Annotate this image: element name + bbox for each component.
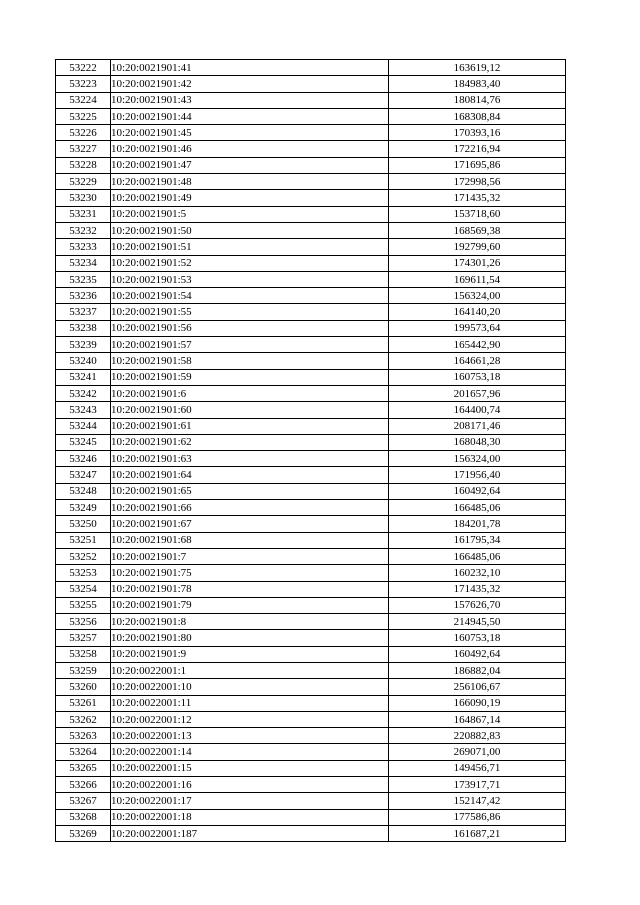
cadastral-value-cell: 256106,67 <box>389 679 566 695</box>
table-row <box>56 467 566 483</box>
cadastral-number-cell: 10:20:0022001:15 <box>111 760 389 776</box>
row-number-cell: 53249 <box>56 500 111 516</box>
table-body <box>56 60 566 842</box>
cadastral-number-cell: 10:20:0022001:18 <box>111 809 389 825</box>
row-number-cell: 53259 <box>56 662 111 678</box>
row-number-cell: 53268 <box>56 809 111 825</box>
row-number-cell: 53242 <box>56 385 111 401</box>
cadastral-number-cell: 10:20:0022001:187 <box>111 825 389 841</box>
cadastral-number-cell: 10:20:0021901:46 <box>111 141 389 157</box>
cadastral-number-cell: 10:20:0021901:54 <box>111 288 389 304</box>
cadastral-number-cell: 10:20:0021901:58 <box>111 353 389 369</box>
row-number-cell: 53263 <box>56 728 111 744</box>
row-number-cell: 53231 <box>56 206 111 222</box>
cadastral-number-cell: 10:20:0021901:59 <box>111 369 389 385</box>
cadastral-value-cell: 186882,04 <box>389 662 566 678</box>
cadastral-number-cell: 10:20:0022001:11 <box>111 695 389 711</box>
cadastral-number-cell: 10:20:0021901:80 <box>111 630 389 646</box>
cadastral-number-cell: 10:20:0021901:43 <box>111 92 389 108</box>
table-row <box>56 793 566 809</box>
row-number-cell: 53243 <box>56 402 111 418</box>
row-number-cell: 53256 <box>56 614 111 630</box>
row-number-cell: 53254 <box>56 581 111 597</box>
table-row <box>56 825 566 841</box>
table-row <box>56 500 566 516</box>
row-number-cell: 53255 <box>56 597 111 613</box>
cadastral-value-cell: 164400,74 <box>389 402 566 418</box>
cadastral-number-cell: 10:20:0021901:44 <box>111 108 389 124</box>
row-number-cell: 53251 <box>56 532 111 548</box>
cadastral-value-cell: 171435,32 <box>389 190 566 206</box>
cadastral-number-cell: 10:20:0021901:75 <box>111 565 389 581</box>
cadastral-number-cell: 10:20:0022001:1 <box>111 662 389 678</box>
table-row <box>56 385 566 401</box>
cadastral-number-cell: 10:20:0021901:60 <box>111 402 389 418</box>
table-row <box>56 614 566 630</box>
cadastral-value-cell: 169611,54 <box>389 271 566 287</box>
row-number-cell: 53226 <box>56 125 111 141</box>
cadastral-number-cell: 10:20:0021901:78 <box>111 581 389 597</box>
cadastral-number-cell: 10:20:0021901:64 <box>111 467 389 483</box>
cadastral-number-cell: 10:20:0021901:47 <box>111 157 389 173</box>
row-number-cell: 53253 <box>56 565 111 581</box>
row-number-cell: 53230 <box>56 190 111 206</box>
row-number-cell: 53264 <box>56 744 111 760</box>
cadastral-number-cell: 10:20:0021901:41 <box>111 60 389 76</box>
cadastral-value-cell: 163619,12 <box>389 60 566 76</box>
cadastral-value-cell: 192799,60 <box>389 239 566 255</box>
cadastral-number-cell: 10:20:0022001:13 <box>111 728 389 744</box>
cadastral-value-cell: 160492,64 <box>389 646 566 662</box>
table-row <box>56 532 566 548</box>
cadastral-number-cell: 10:20:0021901:65 <box>111 483 389 499</box>
row-number-cell: 53248 <box>56 483 111 499</box>
cadastral-number-cell: 10:20:0021901:61 <box>111 418 389 434</box>
cadastral-number-cell: 10:20:0021901:45 <box>111 125 389 141</box>
table-row <box>56 630 566 646</box>
cadastral-value-cell: 152147,42 <box>389 793 566 809</box>
cadastral-number-cell: 10:20:0021901:79 <box>111 597 389 613</box>
cadastral-number-cell: 10:20:0021901:49 <box>111 190 389 206</box>
cadastral-value-cell: 269071,00 <box>389 744 566 760</box>
cadastral-number-cell: 10:20:0022001:17 <box>111 793 389 809</box>
row-number-cell: 53232 <box>56 222 111 238</box>
row-number-cell: 53238 <box>56 320 111 336</box>
row-number-cell: 53240 <box>56 353 111 369</box>
row-number-cell: 53261 <box>56 695 111 711</box>
table-row <box>56 206 566 222</box>
cadastral-value-cell: 220882,83 <box>389 728 566 744</box>
table-row <box>56 695 566 711</box>
cadastral-value-cell: 172216,94 <box>389 141 566 157</box>
cadastral-value-cell: 166485,06 <box>389 548 566 564</box>
cadastral-value-cell: 171956,40 <box>389 467 566 483</box>
cadastral-number-cell: 10:20:0021901:48 <box>111 174 389 190</box>
cadastral-number-cell: 10:20:0021901:7 <box>111 548 389 564</box>
cadastral-number-cell: 10:20:0021901:62 <box>111 434 389 450</box>
cadastral-value-table <box>55 59 566 842</box>
row-number-cell: 53245 <box>56 434 111 450</box>
table-row <box>56 760 566 776</box>
table-row <box>56 418 566 434</box>
table-row <box>56 222 566 238</box>
table-row <box>56 174 566 190</box>
cadastral-value-cell: 160753,18 <box>389 630 566 646</box>
cadastral-value-cell: 153718,60 <box>389 206 566 222</box>
table-row <box>56 451 566 467</box>
table-row <box>56 728 566 744</box>
cadastral-value-cell: 174301,26 <box>389 255 566 271</box>
cadastral-value-cell: 170393,16 <box>389 125 566 141</box>
row-number-cell: 53252 <box>56 548 111 564</box>
row-number-cell: 53262 <box>56 711 111 727</box>
table-row <box>56 304 566 320</box>
row-number-cell: 53244 <box>56 418 111 434</box>
row-number-cell: 53223 <box>56 76 111 92</box>
table-row <box>56 483 566 499</box>
cadastral-number-cell: 10:20:0021901:6 <box>111 385 389 401</box>
cadastral-number-cell: 10:20:0021901:68 <box>111 532 389 548</box>
cadastral-number-cell: 10:20:0022001:16 <box>111 777 389 793</box>
cadastral-value-cell: 164867,14 <box>389 711 566 727</box>
cadastral-value-cell: 156324,00 <box>389 288 566 304</box>
cadastral-value-cell: 177586,86 <box>389 809 566 825</box>
cadastral-value-cell: 184983,40 <box>389 76 566 92</box>
cadastral-value-cell: 172998,56 <box>389 174 566 190</box>
row-number-cell: 53258 <box>56 646 111 662</box>
cadastral-number-cell: 10:20:0021901:56 <box>111 320 389 336</box>
cadastral-value-cell: 208171,46 <box>389 418 566 434</box>
table-row <box>56 288 566 304</box>
row-number-cell: 53225 <box>56 108 111 124</box>
cadastral-number-cell: 10:20:0021901:8 <box>111 614 389 630</box>
cadastral-value-cell: 171435,32 <box>389 581 566 597</box>
table-row <box>56 157 566 173</box>
cadastral-value-cell: 180814,76 <box>389 92 566 108</box>
table-row <box>56 337 566 353</box>
row-number-cell: 53236 <box>56 288 111 304</box>
table-row <box>56 646 566 662</box>
cadastral-value-cell: 161687,21 <box>389 825 566 841</box>
row-number-cell: 53227 <box>56 141 111 157</box>
row-number-cell: 53239 <box>56 337 111 353</box>
table-row <box>56 777 566 793</box>
row-number-cell: 53247 <box>56 467 111 483</box>
cadastral-value-cell: 168048,30 <box>389 434 566 450</box>
cadastral-number-cell: 10:20:0021901:5 <box>111 206 389 222</box>
table-row <box>56 92 566 108</box>
table-row <box>56 744 566 760</box>
cadastral-number-cell: 10:20:0021901:53 <box>111 271 389 287</box>
table-row <box>56 76 566 92</box>
cadastral-value-cell: 173917,71 <box>389 777 566 793</box>
cadastral-number-cell: 10:20:0021901:67 <box>111 516 389 532</box>
cadastral-value-cell: 160753,18 <box>389 369 566 385</box>
cadastral-value-cell: 160232,10 <box>389 565 566 581</box>
row-number-cell: 53222 <box>56 60 111 76</box>
table-row <box>56 662 566 678</box>
table-row <box>56 516 566 532</box>
table-row <box>56 581 566 597</box>
cadastral-value-cell: 161795,34 <box>389 532 566 548</box>
table-row <box>56 190 566 206</box>
row-number-cell: 53246 <box>56 451 111 467</box>
cadastral-value-cell: 164140,20 <box>389 304 566 320</box>
table-row <box>56 548 566 564</box>
table-row <box>56 597 566 613</box>
cadastral-value-cell: 168308,84 <box>389 108 566 124</box>
cadastral-number-cell: 10:20:0021901:51 <box>111 239 389 255</box>
table-row <box>56 108 566 124</box>
cadastral-number-cell: 10:20:0021901:9 <box>111 646 389 662</box>
cadastral-number-cell: 10:20:0021901:66 <box>111 500 389 516</box>
table-row <box>56 255 566 271</box>
cadastral-number-cell: 10:20:0022001:12 <box>111 711 389 727</box>
cadastral-number-cell: 10:20:0021901:42 <box>111 76 389 92</box>
cadastral-value-cell: 156324,00 <box>389 451 566 467</box>
row-number-cell: 53234 <box>56 255 111 271</box>
cadastral-value-cell: 149456,71 <box>389 760 566 776</box>
row-number-cell: 53241 <box>56 369 111 385</box>
cadastral-number-cell: 10:20:0022001:10 <box>111 679 389 695</box>
row-number-cell: 53260 <box>56 679 111 695</box>
cadastral-number-cell: 10:20:0021901:52 <box>111 255 389 271</box>
table-row <box>56 711 566 727</box>
cadastral-value-cell: 160492,64 <box>389 483 566 499</box>
table-row <box>56 125 566 141</box>
table-row <box>56 320 566 336</box>
cadastral-value-cell: 168569,38 <box>389 222 566 238</box>
cadastral-value-cell: 164661,28 <box>389 353 566 369</box>
row-number-cell: 53250 <box>56 516 111 532</box>
cadastral-value-cell: 157626,70 <box>389 597 566 613</box>
row-number-cell: 53229 <box>56 174 111 190</box>
table-row <box>56 565 566 581</box>
table-row <box>56 369 566 385</box>
cadastral-number-cell: 10:20:0021901:50 <box>111 222 389 238</box>
cadastral-value-cell: 165442,90 <box>389 337 566 353</box>
table-row <box>56 434 566 450</box>
table-row <box>56 679 566 695</box>
table-row <box>56 141 566 157</box>
cadastral-number-cell: 10:20:0021901:55 <box>111 304 389 320</box>
cadastral-value-cell: 166485,06 <box>389 500 566 516</box>
cadastral-value-cell: 184201,78 <box>389 516 566 532</box>
table-row <box>56 353 566 369</box>
table-row <box>56 809 566 825</box>
table-row <box>56 402 566 418</box>
table-row <box>56 271 566 287</box>
row-number-cell: 53237 <box>56 304 111 320</box>
row-number-cell: 53233 <box>56 239 111 255</box>
row-number-cell: 53257 <box>56 630 111 646</box>
row-number-cell: 53267 <box>56 793 111 809</box>
cadastral-number-cell: 10:20:0021901:57 <box>111 337 389 353</box>
cadastral-value-cell: 199573,64 <box>389 320 566 336</box>
table-row <box>56 60 566 76</box>
table-row <box>56 239 566 255</box>
row-number-cell: 53224 <box>56 92 111 108</box>
cadastral-value-cell: 201657,96 <box>389 385 566 401</box>
cadastral-value-cell: 166090,19 <box>389 695 566 711</box>
row-number-cell: 53235 <box>56 271 111 287</box>
row-number-cell: 53228 <box>56 157 111 173</box>
cadastral-number-cell: 10:20:0021901:63 <box>111 451 389 467</box>
cadastral-number-cell: 10:20:0022001:14 <box>111 744 389 760</box>
row-number-cell: 53269 <box>56 825 111 841</box>
row-number-cell: 53266 <box>56 777 111 793</box>
cadastral-value-cell: 214945,50 <box>389 614 566 630</box>
row-number-cell: 53265 <box>56 760 111 776</box>
cadastral-value-cell: 171695,86 <box>389 157 566 173</box>
